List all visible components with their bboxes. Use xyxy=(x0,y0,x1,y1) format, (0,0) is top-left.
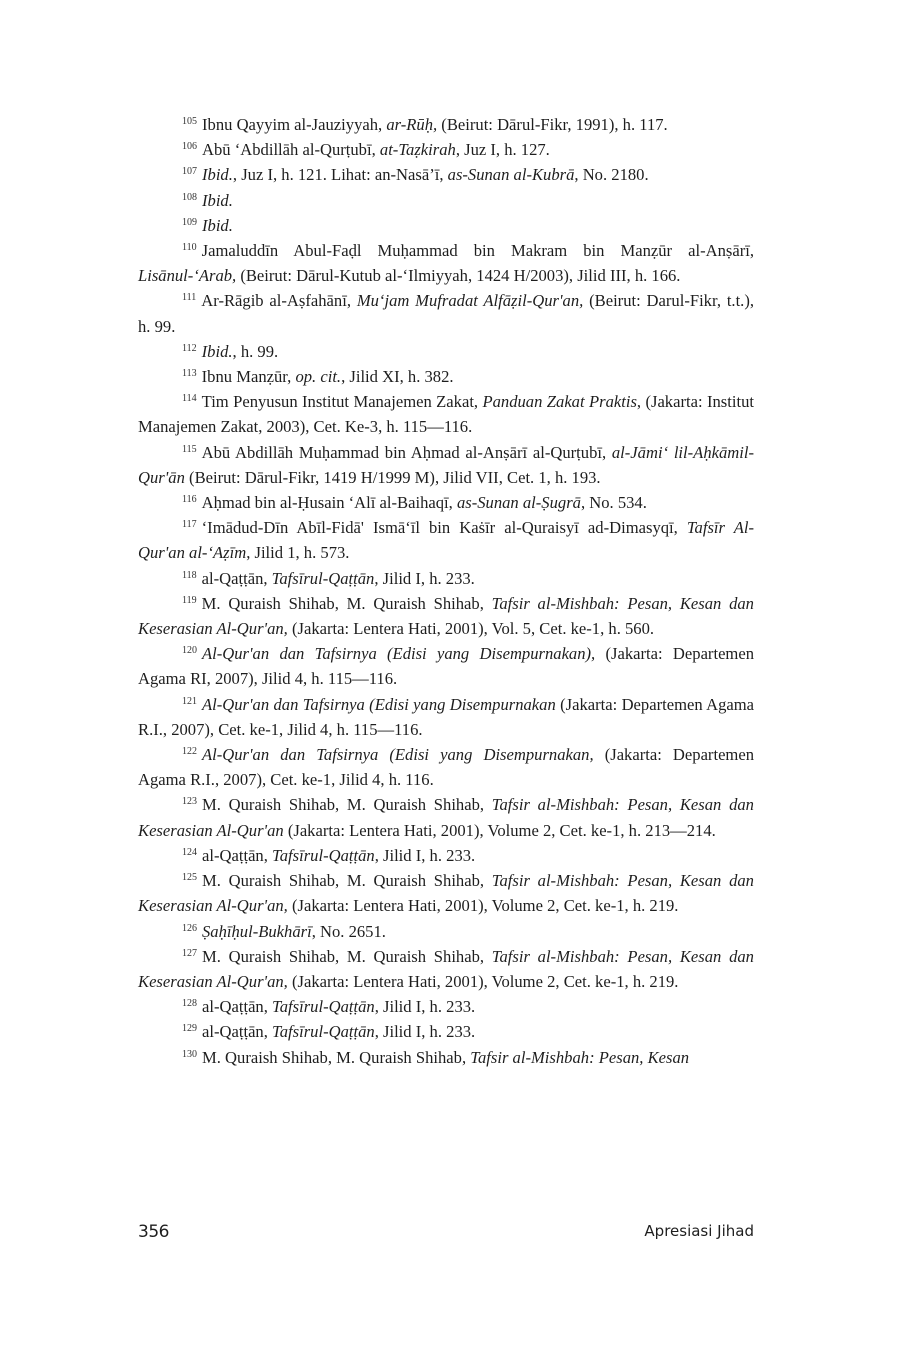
footnote-italic-text: Ibid. xyxy=(202,165,233,185)
footnote-text: , No. 534. xyxy=(580,493,647,513)
footnote-text: al-Qaṭṭān, xyxy=(202,997,273,1017)
footnote-106 xyxy=(138,137,754,162)
footnote-text: ‘Imādud-Dīn Abīl-Fidā' Ismā‘īl bin Kaṡīr al-Quraisyī ad-Dimasyqī, xyxy=(201,518,687,538)
footnote-text: Abū Abdillāh Muḥammad bin Aḥmad al-Anṣārī al-Qurṭubī, xyxy=(201,442,612,462)
footnote-italic-text: Ibid. xyxy=(202,190,233,210)
footnote-italic-text: Al-Qur'an dan Tafsirnya (Edisi yang Disempurnakan, xyxy=(202,745,594,765)
footnote-number: 124 xyxy=(182,846,197,858)
footnote-text: (Jakarta: Lentera Hati, 2001), Volume 2, Cet. ke-1, h. 219. xyxy=(287,896,679,916)
footnote-text: al-Qaṭṭān, xyxy=(202,1022,273,1042)
footnote-109 xyxy=(138,213,754,238)
footnote-text: Abū ‘Abdillāh al-Qurṭubī, xyxy=(202,140,380,160)
footnote-italic-text: Tafsir al-Mishbah: Pesan, Kesan dan Keserasian Al-Qur'an, xyxy=(138,593,754,639)
footnote-text: (Jakarta: Lentera Hati, 2001), Volume 2, Cet. ke-1, h. 213—214. xyxy=(283,820,716,840)
footnote-text: (Jakarta: Lentera Hati, 2001), Volume 2, Cet. ke-1, h. 219. xyxy=(287,971,679,991)
footnote-number: 106 xyxy=(182,141,197,153)
footnote-italic-text: Tafsir al-Mishbah: Pesan, Kesan dan Keserasian Al-Qur'an, xyxy=(138,946,754,991)
footnote-text: Aḥmad bin al-Ḥusain ‘Alī al-Baihaqī, xyxy=(201,493,457,513)
footnote-text: , Juz I, h. 127. xyxy=(455,140,550,160)
footnote-text: (Beirut: Dārul-Fikr, 1419 H/1999 M), Jilid VII, Cet. 1, h. 193. xyxy=(184,467,601,487)
footnote-text: Ibnu Manẓūr, xyxy=(201,367,296,387)
footnote-text: M. Quraish Shihab, M. Quraish Shihab, xyxy=(202,946,492,966)
footnote-text: (Beirut: Dārul-Fikr, 1991), h. 117. xyxy=(437,115,668,134)
footnote-number: 122 xyxy=(182,746,197,758)
footnote-text: (Jakarta: Departemen Agama R.I., 2007), Cet. ke-1, Jilid 4, h. 116. xyxy=(138,745,754,790)
footnote-text: (Beirut: Darul-Fikr, t.t.), h. 99. xyxy=(138,291,755,336)
footnote-italic-text: Lisānul-‘Arab, xyxy=(138,266,237,286)
footnote-121 xyxy=(138,692,754,742)
footnote-italic-text: Mu‘jam Mufradat Alfāẓil-Qur'an, xyxy=(356,291,584,311)
footnote-italic-text: ar-Rūḥ, xyxy=(386,115,438,134)
footnote-110 xyxy=(138,238,754,288)
footnote-text: , Jilid I, h. 233. xyxy=(374,845,476,865)
footnote-number: 127 xyxy=(182,947,197,959)
footnote-text: al-Qaṭṭān, xyxy=(201,568,272,588)
footnote-italic-text: Tafsir al-Mishbah: Pesan, Kesan dan Keserasian Al-Qur'an, xyxy=(138,871,754,916)
footnote-126 xyxy=(138,919,754,944)
footnote-text: Ar-Rāgib al-Aṣfahānī, xyxy=(201,291,357,311)
footnote-text: M. Quraish Shihab, M. Quraish Shihab, xyxy=(202,795,492,815)
footnote-112 xyxy=(138,339,754,364)
footnote-text: (Jakarta: Departemen Agama R.I., 2007), Cet. ke-1, Jilid 4, h. 115—116. xyxy=(138,694,755,739)
footnote-text: Jamaluddīn Abul-Faḍl Muḥammad bin Makram bin Manẓūr al-Anṣārī, xyxy=(201,241,754,261)
footnote-italic-text: Ṣaḥīḥul-Bukhārī xyxy=(202,921,312,941)
footnote-number: 109 xyxy=(182,216,197,228)
footnote-text: Tim Penyusun Institut Manajemen Zakat, xyxy=(201,392,483,412)
footnote-italic-text: Ibid. xyxy=(201,341,233,361)
footnote-117 xyxy=(138,515,754,565)
footnote-114 xyxy=(138,389,754,439)
footnote-italic-text: at-Taẓkirah xyxy=(379,140,456,160)
footnote-text: Ibnu Qayyim al-Jauziyyah, xyxy=(202,115,387,134)
footnote-number: 114 xyxy=(182,393,197,405)
footnote-number: 108 xyxy=(182,191,197,203)
footnote-number: 119 xyxy=(182,594,197,606)
footnote-number: 128 xyxy=(182,998,197,1010)
footnote-number: 130 xyxy=(182,1048,197,1060)
footnote-number: 121 xyxy=(182,695,197,707)
footnote-text: , Jilid 1, h. 573. xyxy=(246,543,350,563)
footnote-text: , Juz I, h. 121. Lihat: an-Nasā’ī, xyxy=(232,165,448,185)
footnote-124 xyxy=(138,843,754,868)
footnote-number: 110 xyxy=(182,242,197,254)
footnote-text: M. Quraish Shihab, M. Quraish Shihab, xyxy=(202,871,492,891)
footnote-number: 105 xyxy=(182,116,197,127)
footnote-129 xyxy=(138,1019,754,1044)
footnote-italic-text: Tafsir al-Mishbah: Pesan, Kesan dan Keserasian Al-Qur'an xyxy=(138,795,754,840)
footnote-text: M. Quraish Shihab, M. Quraish Shihab, xyxy=(201,593,492,613)
footnote-text: (Jakarta: Lentera Hati, 2001), Vol. 5, Cet. ke-1, h. 560. xyxy=(287,619,655,639)
footnote-number: 129 xyxy=(182,1023,197,1035)
footnote-text: , No. 2651. xyxy=(311,921,386,941)
footnote-text: al-Qaṭṭān, xyxy=(202,845,273,865)
footnotes-list xyxy=(138,112,754,1070)
footnote-123 xyxy=(138,792,754,842)
footnote-115 xyxy=(138,440,754,490)
page-number: 356 xyxy=(138,1222,169,1242)
footnote-128 xyxy=(138,994,754,1019)
footnote-122 xyxy=(138,742,754,792)
page-footer xyxy=(138,1222,754,1248)
footnote-text: , No. 2180. xyxy=(574,165,649,185)
footnote-113 xyxy=(138,364,754,389)
footnote-text: (Jakarta: Departemen Agama RI, 2007), Jilid 4, h. 115—116. xyxy=(138,644,755,689)
footnote-italic-text: al-Jāmi‘ lil-Aḥkāmil-Qur'ān xyxy=(138,442,755,487)
footnote-italic-text: Panduan Zakat Praktis xyxy=(482,392,637,412)
footnote-italic-text: Tafsīrul-Qaṭṭān xyxy=(272,1022,375,1042)
footnote-119 xyxy=(138,591,754,641)
footnote-number: 126 xyxy=(182,922,197,934)
footnote-italic-text: Tafsīrul-Qaṭṭān xyxy=(272,845,375,865)
footnote-105 xyxy=(138,112,754,137)
footnote-italic-text: Tafsīr Al-Qur'an al-‘Aẓīm xyxy=(138,518,754,563)
footnote-italic-text: Al-Qur'an dan Tafsirnya (Edisi yang Disempurnakan), xyxy=(202,644,596,664)
footnote-127 xyxy=(138,944,754,994)
footnote-number: 112 xyxy=(182,342,197,354)
footnote-number: 118 xyxy=(182,569,197,581)
footnote-italic-text: op. cit. xyxy=(295,367,342,387)
footnote-108 xyxy=(138,188,754,213)
footnote-text: (Beirut: Dārul-Kutub al-‘Ilmiyyah, 1424 H/2003), Jilid III, h. 166. xyxy=(236,266,681,286)
footnote-text: , Jilid I, h. 233. xyxy=(374,997,476,1017)
footnote-116 xyxy=(138,490,754,515)
footnote-107 xyxy=(138,162,754,187)
footnote-120 xyxy=(138,641,754,691)
footnote-text: , (Jakarta: Institut Manajemen Zakat, 2003), Cet. Ke-3, h. 115—116. xyxy=(138,392,754,437)
footnote-italic-text: Tafsīrul-Qaṭṭān xyxy=(271,568,375,588)
footnote-111 xyxy=(138,288,754,338)
footnote-number: 116 xyxy=(182,494,197,506)
footnote-number: 115 xyxy=(182,443,197,455)
footnote-italic-text: as-Sunan al-Ṣugrā xyxy=(456,493,581,513)
footnote-number: 111 xyxy=(182,292,197,304)
footnote-text: M. Quraish Shihab, M. Quraish Shihab, xyxy=(202,1047,471,1067)
footnote-number: 120 xyxy=(182,645,197,657)
footnote-italic-text: Ibid. xyxy=(202,215,233,235)
footnote-italic-text: Al-Qur'an dan Tafsirnya (Edisi yang Disempurnakan xyxy=(202,694,556,714)
footnote-text: , Jilid I, h. 233. xyxy=(374,1022,476,1042)
footnote-number: 107 xyxy=(182,166,197,178)
footnote-125 xyxy=(138,868,754,918)
footnote-italic-text: Tafsīrul-Qaṭṭān xyxy=(272,997,375,1017)
footnote-number: 125 xyxy=(182,872,197,884)
footnote-number: 117 xyxy=(182,519,197,531)
footnote-number: 123 xyxy=(182,796,197,808)
footnote-text: , h. 99. xyxy=(232,341,279,361)
footnote-text: , Jilid XI, h. 382. xyxy=(341,367,454,387)
footnote-text: , Jilid I, h. 233. xyxy=(374,568,475,588)
footnote-118 xyxy=(138,566,754,591)
footnote-italic-text: Tafsir al-Mishbah: Pesan, Kesan xyxy=(470,1047,690,1067)
footnote-number: 113 xyxy=(182,368,197,380)
footnote-130 xyxy=(138,1045,754,1070)
running-title: Apresiasi Jihad xyxy=(644,1222,754,1240)
footnote-italic-text: as-Sunan al-Kubrā xyxy=(447,165,575,185)
